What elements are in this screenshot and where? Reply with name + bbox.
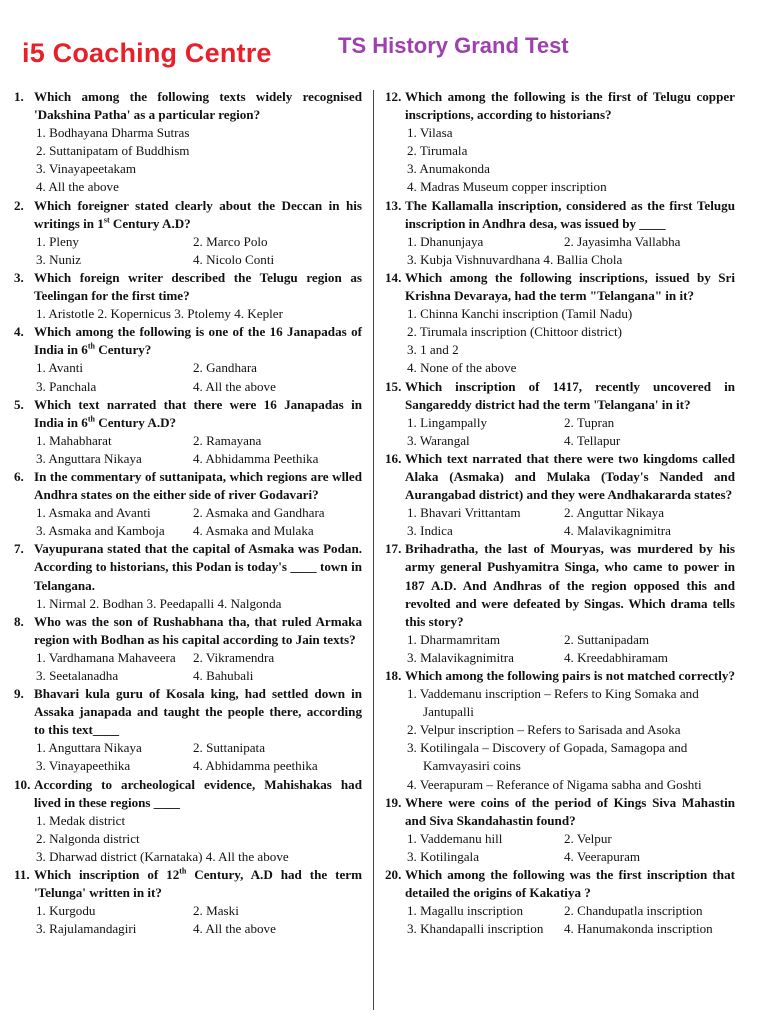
question-stem [385,866,735,902]
question-number: 10. [14,776,31,792]
option: 2. Gandhara [193,360,257,376]
question-stem [14,776,362,812]
question-stem [14,323,362,359]
option: 1. Vaddemanu inscription – Refers to King Somaka and Jantupalli [407,686,699,720]
option: 3. Dharwad district (Karnataka) 4. All the above [36,848,289,864]
question-text: Which among the following inscriptions, issued by Sri Krishna Devaraya, had the term "Telangana" in it? [405,269,735,304]
option: 1. Bodhayana Dharma Sutras [36,125,190,141]
question-block [385,269,735,378]
option: 3. Seetalanadha [36,668,119,683]
option: 3. Indica [407,523,453,539]
option-row [14,251,362,269]
option-row [385,902,735,920]
option: 2. Suttanipadam [564,631,650,647]
superscript: st [103,215,110,225]
page-header [0,0,768,86]
question-text: Which among the following pairs is not matched correctly? [405,668,735,683]
option-row [385,920,735,938]
question-block [385,866,735,938]
option: 4. All the above [193,378,276,394]
option-row [385,432,735,450]
option: 1. Vardhamana Mahaveera [36,649,176,665]
question-number: 20. [385,867,402,883]
question-number: 13. [385,197,402,213]
option-row [385,504,735,522]
question-text: Which foreigner stated clearly about the Deccan in his writings in 1st Century A.D? [34,197,362,231]
option: 4. Bahubali [193,668,254,683]
option-row [14,739,362,757]
option: 1. Bhavari Vrittantam [407,505,521,521]
option: 3. Malavikagnimitra [407,649,514,665]
option: 1. Avanti [36,360,84,376]
option: 1. Kurgodu [36,903,96,919]
question-stem [385,450,735,504]
institute-title: i5 Coaching Centre [22,38,272,68]
question-stem [14,685,362,739]
option-row [14,432,362,450]
question-number: 18. [385,668,402,683]
question-stem [385,794,735,830]
question-number: 3. [14,269,24,285]
question-number: 1. [14,89,24,104]
option-row [14,757,362,775]
question-text: The Kallamalla inscription, considered as the first Telugu inscription in Andhra desa, was issued by ____ [405,197,735,231]
question-block [14,776,362,866]
question-text: Which foreign writer described the Telugu region as Teelingan for the first time? [34,269,362,304]
question-text: Which among the following is the first of Telugu copper inscriptions, according to historians? [405,89,735,123]
option-row [14,649,362,667]
question-block [385,88,735,197]
question-number: 17. [385,541,402,557]
question-text: Bhavari kula guru of Kosala king, had settled down in Assaka janapada and taught the people there, according to this text____ [34,686,362,738]
option: 1. Mahabharat [36,432,112,448]
question-block [14,197,362,269]
question-stem [385,269,735,305]
option: 3. Anguttara Nikaya [36,450,142,466]
question-number: 7. [14,541,24,557]
question-text: Who was the son of Rushabhana tha, that ruled Armaka region with Bodhan as his capital according to Jain texts? [34,613,362,647]
option: 2. Velpur inscription – Refers to Sarisada and Asoka [407,722,681,738]
option: 4. Asmaka and Mulaka [193,523,314,539]
option: 3. Warangal [407,432,470,448]
option: 4. All the above [193,921,276,937]
question-text: Where were coins of the period of Kings Siva Mahastin and Siva Skandahastin found? [405,794,735,828]
option: 3. Anumakonda [407,161,490,177]
option: 2. Ramayana [193,432,262,448]
option-row [385,848,735,866]
option: 1. Dhanunjaya [407,233,484,249]
option: 1. Vaddemanu hill [407,830,503,846]
option-row [385,233,735,251]
option: 2. Tupran [564,414,615,430]
option: 3. Asmaka and Kamboja [36,523,165,539]
question-stem [14,866,362,902]
question-stem [385,197,735,233]
question-block [14,396,362,468]
question-text: Which inscription of 1417, recently uncovered in Sangareddy district had the term 'Telangana' in it? [405,378,735,412]
test-title: TS History Grand Test [338,33,569,58]
column-divider [373,90,374,1010]
option: 1. Dharmamritam [407,631,501,647]
option: 3. Kotilingala [407,848,480,864]
option: 2. Anguttar Nikaya [564,505,664,521]
question-text: Vayupurana stated that the capital of Asmaka was Podan. According to historians, this Podan is today's ____ town in Telangana. [34,541,362,593]
question-text: Which text narrated that there were 16 Janapadas in India in 6th Century A.D? [34,396,362,430]
option: 4. Abhidamma peethika [193,758,318,774]
option: 1. Pleny [36,233,79,249]
option: 1. Aristotle 2. Kopernicus 3. Ptolemy 4. Kepler [36,306,283,322]
question-block [385,667,735,794]
question-number: 5. [14,396,24,412]
question-block [14,88,362,197]
question-block [14,468,362,540]
question-text: Which among the following texts widely recognised 'Dakshina Patha' as a particular region? [34,89,362,123]
question-stem [14,88,362,124]
question-number: 19. [385,794,402,810]
option: 2. Tirumala [407,143,468,159]
question-block [14,323,362,395]
option: 2. Asmaka and Gandhara [193,505,325,521]
option: 2. Velpur [564,830,612,846]
question-stem [385,540,735,630]
question-number: 8. [14,613,24,629]
option: 2. Tirumala inscription (Chittoor district) [407,324,622,340]
question-number: 15. [385,378,402,394]
option: 4. Madras Museum copper inscription [407,179,607,195]
question-number: 6. [14,468,24,484]
option: 1. Nirmal 2. Bodhan 3. Peedapalli 4. Nalgonda [36,595,282,611]
question-text: Which among the following is one of the 16 Janapadas of India in 6th Century? [34,324,362,358]
option: 2. Vikramendra [193,649,275,665]
option: 4. Veerapuram – Referance of Nigama sabha and Goshti [407,776,702,792]
question-text: According to archeological evidence, Mahishakas had lived in these regions ____ [34,776,362,810]
question-text: In the commentary of suttanipata, which regions are wlled Andhra states on the either side of river Godavari? [34,468,362,503]
option: 1. Vilasa [407,125,453,141]
option-row [14,233,362,251]
option: 1. Medak district [36,812,126,828]
superscript: th [87,414,95,424]
option: 3. Rajulamandagiri [36,921,137,937]
option: 3. Nuniz [36,251,82,267]
question-block [14,685,362,775]
option-row [14,920,362,938]
question-number: 9. [14,686,24,702]
option: 4. Veerapuram [564,848,641,864]
option: 3. Panchala [36,378,97,394]
option: 2. Nalgonda district [36,830,140,846]
question-text: Which among the following was the first inscription that detailed the origins of Kakatiya ? [405,867,735,901]
option: 4. Kreedabhiramam [564,649,668,665]
question-block [14,540,362,612]
right-column [385,88,735,938]
option: 1. Asmaka and Avanti [36,505,151,521]
option: 2. Chandupatla inscription [564,903,703,919]
question-stem [385,378,735,414]
question-stem [14,269,362,305]
option-row [14,359,362,377]
option-row [385,522,735,540]
option-row [14,667,362,685]
option: 3. Kotilingala – Discovery of Gopada, Samagopa and Kamvayasiri coins [407,740,688,774]
option-row [14,902,362,920]
question-stem [14,468,362,504]
option: 3. Vinayapeetakam [36,161,137,177]
question-stem [14,396,362,432]
option: 4. Malavikagnimitra [564,523,671,539]
question-block [385,197,735,269]
option: 1. Chinna Kanchi inscription (Tamil Nadu) [407,306,633,322]
option-row [14,378,362,396]
option-row [14,504,362,522]
option: 3. Kubja Vishnuvardhana 4. Ballia Chola [407,251,623,267]
option: 4. None of the above [407,360,517,376]
option: 4. Tellapur [564,432,621,448]
question-stem [385,88,735,124]
question-text: Which text narrated that there were two kingdoms called Alaka (Asmaka) and Mulaka (Today's Nanded and Aurangabad district) and they were Andhakararda states? [405,450,735,503]
option-row [14,522,362,540]
question-stem [14,197,362,233]
option: 2. Suttanipatam of Buddhism [36,143,190,159]
question-block [385,378,735,450]
question-block [385,794,735,866]
option: 2. Jayasimha Vallabha [564,233,681,249]
question-number: 4. [14,324,24,340]
option-row [385,649,735,667]
option: 1. Magallu inscription [407,903,524,919]
question-number: 2. [14,197,24,213]
question-block [385,540,735,667]
superscript: th [87,341,95,351]
question-number: 12. [385,89,402,104]
option: 2. Marco Polo [193,233,268,249]
question-block [14,613,362,685]
option: 4. Nicolo Conti [193,251,275,267]
question-number: 16. [385,450,402,466]
question-stem [14,540,362,594]
option-row [385,414,735,432]
question-number: 11. [14,867,30,883]
question-block [385,450,735,540]
option: 4. Hanumakonda inscription [564,921,713,937]
option: 2. Suttanipata [193,740,266,756]
option: 1. Lingampally [407,414,488,430]
question-block [14,866,362,938]
question-number: 14. [385,269,402,285]
left-column [14,88,362,938]
option: 3. 1 and 2 [407,342,459,358]
question-text: Brihadratha, the last of Mouryas, was murdered by his army general Pushyamitra Singa, who came to power in 187 A.D. And Andhras of the region opposed this and revolted and were defeated by Singas. Which drama tells this story? [405,541,735,629]
option: 3. Khandapalli inscription [407,921,544,937]
question-stem [385,667,735,685]
option-row [14,450,362,468]
option: 1. Anguttara Nikaya [36,740,142,756]
superscript: th [179,866,187,876]
question-stem [14,613,362,649]
option-row [385,830,735,848]
option: 3. Vinayapeethika [36,758,131,774]
option: 4. Abhidamma Peethika [193,450,319,466]
option: 4. All the above [36,179,119,195]
option: 2. Maski [193,903,239,919]
option-row [385,631,735,649]
question-text: Which inscription of 12th Century, A.D had the term 'Telunga' written in it? [34,866,362,901]
question-block [14,269,362,323]
